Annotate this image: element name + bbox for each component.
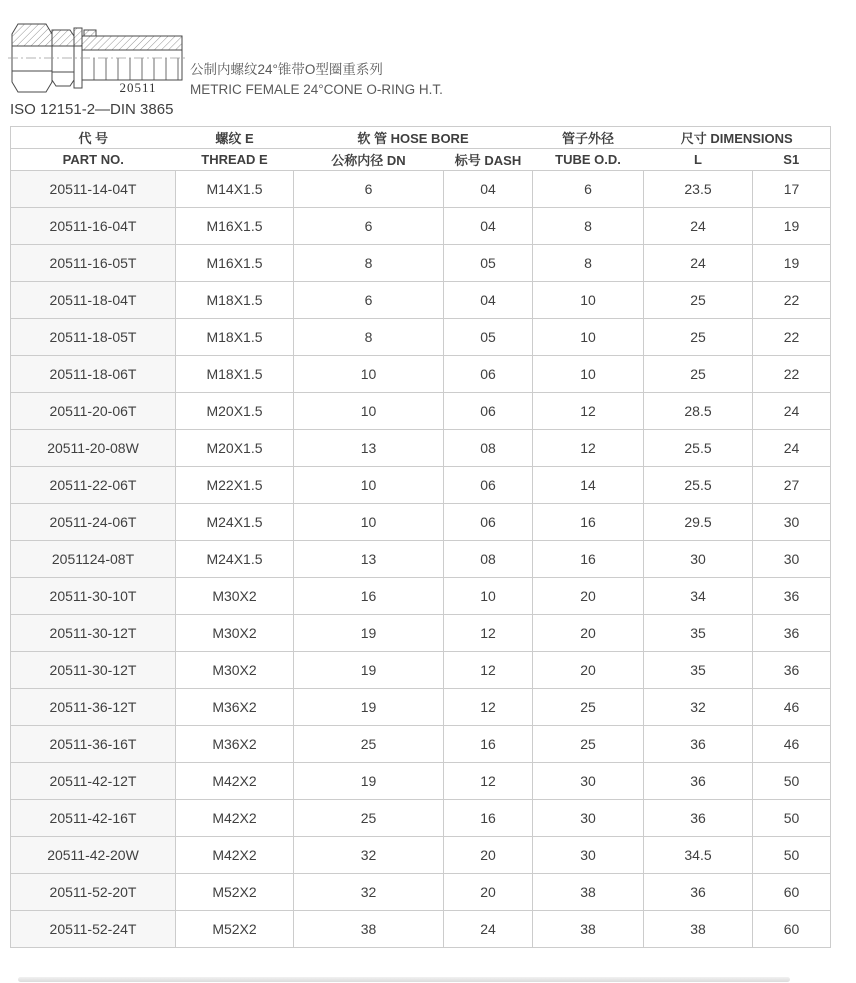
cell-dn: 19 xyxy=(294,615,444,652)
cell-dash: 12 xyxy=(444,689,533,726)
cell-dash: 06 xyxy=(444,467,533,504)
cell-dn: 6 xyxy=(294,208,444,245)
cell-part-no: 20511-14-04T xyxy=(11,171,176,208)
cell-s1: 22 xyxy=(753,282,831,319)
cell-part-no: 20511-22-06T xyxy=(11,467,176,504)
cell-l: 38 xyxy=(644,911,753,948)
table-row xyxy=(11,652,831,689)
cell-dn: 13 xyxy=(294,541,444,578)
cell-dash: 06 xyxy=(444,504,533,541)
cell-dn: 25 xyxy=(294,800,444,837)
cell-thread: M20X1.5 xyxy=(176,393,294,430)
cell-thread: M18X1.5 xyxy=(176,356,294,393)
header-l: L xyxy=(644,149,753,171)
cell-part-no: 20511-24-06T xyxy=(11,504,176,541)
cell-thread: M52X2 xyxy=(176,911,294,948)
spec-table xyxy=(10,126,831,948)
cell-s1: 30 xyxy=(753,541,831,578)
cell-l: 25 xyxy=(644,319,753,356)
cell-s1: 22 xyxy=(753,356,831,393)
header-thread: THREAD E xyxy=(176,149,294,171)
cell-dash: 08 xyxy=(444,541,533,578)
cell-dn: 8 xyxy=(294,319,444,356)
cell-dash: 06 xyxy=(444,356,533,393)
cell-tube-od: 8 xyxy=(533,245,644,282)
table-row xyxy=(11,467,831,504)
cell-l: 36 xyxy=(644,874,753,911)
cell-part-no: 20511-18-04T xyxy=(11,282,176,319)
cell-tube-od: 10 xyxy=(533,282,644,319)
cell-dn: 32 xyxy=(294,874,444,911)
cell-s1: 60 xyxy=(753,874,831,911)
table-row xyxy=(11,578,831,615)
cell-tube-od: 25 xyxy=(533,689,644,726)
cell-thread: M18X1.5 xyxy=(176,319,294,356)
cell-dash: 16 xyxy=(444,726,533,763)
header-part-no: PART NO. xyxy=(11,149,176,171)
cell-part-no: 20511-36-12T xyxy=(11,689,176,726)
cell-thread: M24X1.5 xyxy=(176,541,294,578)
cell-tube-od: 16 xyxy=(533,504,644,541)
cell-dn: 6 xyxy=(294,171,444,208)
cell-thread: M16X1.5 xyxy=(176,208,294,245)
cell-thread: M30X2 xyxy=(176,615,294,652)
cell-thread: M52X2 xyxy=(176,874,294,911)
cell-s1: 36 xyxy=(753,578,831,615)
cell-l: 36 xyxy=(644,726,753,763)
cell-thread: M16X1.5 xyxy=(176,245,294,282)
table-row xyxy=(11,319,831,356)
header-hose-bore: 软 管 HOSE BORE xyxy=(294,127,533,149)
header-thread-cn: 螺纹 E xyxy=(176,127,294,149)
cell-tube-od: 14 xyxy=(533,467,644,504)
table-row xyxy=(11,208,831,245)
cell-l: 25 xyxy=(644,282,753,319)
cell-l: 25 xyxy=(644,356,753,393)
cell-dn: 10 xyxy=(294,504,444,541)
cell-s1: 50 xyxy=(753,837,831,874)
cell-tube-od: 38 xyxy=(533,874,644,911)
cell-l: 34.5 xyxy=(644,837,753,874)
cell-dn: 8 xyxy=(294,245,444,282)
cell-l: 25.5 xyxy=(644,430,753,467)
spec-table-body xyxy=(11,171,831,948)
cell-dash: 05 xyxy=(444,319,533,356)
cell-dash: 04 xyxy=(444,208,533,245)
cell-part-no: 2051124-08T xyxy=(11,541,176,578)
cell-part-no: 20511-16-04T xyxy=(11,208,176,245)
cell-part-no: 20511-30-12T xyxy=(11,652,176,689)
cell-part-no: 20511-52-24T xyxy=(11,911,176,948)
cell-l: 32 xyxy=(644,689,753,726)
cell-dash: 04 xyxy=(444,171,533,208)
cell-s1: 30 xyxy=(753,504,831,541)
cell-thread: M42X2 xyxy=(176,837,294,874)
page-header xyxy=(0,0,856,126)
cell-tube-od: 10 xyxy=(533,319,644,356)
table-row xyxy=(11,615,831,652)
standard-spec: ISO 12151-2—DIN 3865 xyxy=(10,101,174,118)
cell-part-no: 20511-18-05T xyxy=(11,319,176,356)
cell-dn: 19 xyxy=(294,652,444,689)
cell-s1: 24 xyxy=(753,430,831,467)
cell-l: 23.5 xyxy=(644,171,753,208)
cell-tube-od: 20 xyxy=(533,652,644,689)
cell-l: 36 xyxy=(644,800,753,837)
cell-dash: 20 xyxy=(444,874,533,911)
cell-dn: 19 xyxy=(294,689,444,726)
cell-dn: 38 xyxy=(294,911,444,948)
spec-table-header xyxy=(11,127,831,171)
cell-tube-od: 38 xyxy=(533,911,644,948)
cell-tube-od: 30 xyxy=(533,763,644,800)
table-row xyxy=(11,356,831,393)
cell-dn: 16 xyxy=(294,578,444,615)
table-row xyxy=(11,800,831,837)
cell-l: 35 xyxy=(644,615,753,652)
cell-l: 30 xyxy=(644,541,753,578)
cell-dash: 24 xyxy=(444,911,533,948)
cell-part-no: 20511-42-12T xyxy=(11,763,176,800)
cell-dash: 16 xyxy=(444,800,533,837)
cell-s1: 46 xyxy=(753,689,831,726)
cell-l: 34 xyxy=(644,578,753,615)
table-row xyxy=(11,837,831,874)
cell-tube-od: 30 xyxy=(533,837,644,874)
cell-dn: 19 xyxy=(294,763,444,800)
cell-dash: 20 xyxy=(444,837,533,874)
cell-s1: 24 xyxy=(753,393,831,430)
cell-l: 36 xyxy=(644,763,753,800)
cell-part-no: 20511-52-20T xyxy=(11,874,176,911)
table-row xyxy=(11,763,831,800)
cell-dash: 08 xyxy=(444,430,533,467)
cell-s1: 50 xyxy=(753,800,831,837)
cell-part-no: 20511-20-08W xyxy=(11,430,176,467)
table-row xyxy=(11,504,831,541)
header-dn: 公称内径 DN xyxy=(294,149,444,171)
header-tube-od-cn: 管子外径 xyxy=(533,127,644,149)
cell-tube-od: 6 xyxy=(533,171,644,208)
cell-part-no: 20511-16-05T xyxy=(11,245,176,282)
cell-dn: 6 xyxy=(294,282,444,319)
table-row xyxy=(11,874,831,911)
cell-s1: 36 xyxy=(753,615,831,652)
cell-dash: 05 xyxy=(444,245,533,282)
cell-thread: M36X2 xyxy=(176,689,294,726)
cell-thread: M42X2 xyxy=(176,763,294,800)
cell-part-no: 20511-42-16T xyxy=(11,800,176,837)
cell-dn: 25 xyxy=(294,726,444,763)
cell-dn: 32 xyxy=(294,837,444,874)
header-tube-od: TUBE O.D. xyxy=(533,149,644,171)
cell-thread: M42X2 xyxy=(176,800,294,837)
cell-thread: M30X2 xyxy=(176,578,294,615)
table-row xyxy=(11,171,831,208)
cell-dash: 12 xyxy=(444,763,533,800)
cell-s1: 17 xyxy=(753,171,831,208)
drawing-model-label: 20511 xyxy=(119,80,157,95)
table-row xyxy=(11,911,831,948)
cell-part-no: 20511-42-20W xyxy=(11,837,176,874)
cell-thread: M20X1.5 xyxy=(176,430,294,467)
cell-l: 24 xyxy=(644,245,753,282)
cell-tube-od: 10 xyxy=(533,356,644,393)
cell-l: 25.5 xyxy=(644,467,753,504)
cell-tube-od: 30 xyxy=(533,800,644,837)
cell-tube-od: 8 xyxy=(533,208,644,245)
cell-dn: 10 xyxy=(294,467,444,504)
cell-tube-od: 12 xyxy=(533,393,644,430)
cell-dash: 04 xyxy=(444,282,533,319)
next-item-top-edge xyxy=(18,977,790,982)
table-row xyxy=(11,393,831,430)
cell-l: 24 xyxy=(644,208,753,245)
cell-thread: M14X1.5 xyxy=(176,171,294,208)
cell-s1: 50 xyxy=(753,763,831,800)
table-row xyxy=(11,245,831,282)
cell-s1: 36 xyxy=(753,652,831,689)
header-dash: 标号 DASH xyxy=(444,149,533,171)
header-dimensions: 尺寸 DIMENSIONS xyxy=(644,127,831,149)
cell-thread: M24X1.5 xyxy=(176,504,294,541)
cell-tube-od: 12 xyxy=(533,430,644,467)
header-s1: S1 xyxy=(753,149,831,171)
cell-dash: 12 xyxy=(444,652,533,689)
cell-dash: 12 xyxy=(444,615,533,652)
cell-tube-od: 25 xyxy=(533,726,644,763)
cell-part-no: 20511-30-12T xyxy=(11,615,176,652)
table-row xyxy=(11,282,831,319)
table-row xyxy=(11,689,831,726)
product-title-en: METRIC FEMALE 24°CONE O-RING H.T. xyxy=(190,82,443,97)
table-row xyxy=(11,726,831,763)
product-titles xyxy=(190,60,443,100)
header-part-no-cn: 代 号 xyxy=(11,127,176,149)
cell-thread: M36X2 xyxy=(176,726,294,763)
cell-l: 35 xyxy=(644,652,753,689)
cell-s1: 60 xyxy=(753,911,831,948)
cell-s1: 46 xyxy=(753,726,831,763)
product-title-cn: 公制内螺纹24°锥带O型圈重系列 xyxy=(190,62,383,77)
cell-thread: M30X2 xyxy=(176,652,294,689)
cell-s1: 19 xyxy=(753,208,831,245)
cell-tube-od: 16 xyxy=(533,541,644,578)
cell-dash: 10 xyxy=(444,578,533,615)
fitting-technical-drawing xyxy=(8,12,193,104)
cell-thread: M18X1.5 xyxy=(176,282,294,319)
cell-s1: 19 xyxy=(753,245,831,282)
cell-dn: 13 xyxy=(294,430,444,467)
cell-part-no: 20511-36-16T xyxy=(11,726,176,763)
cell-thread: M22X1.5 xyxy=(176,467,294,504)
cell-part-no: 20511-20-06T xyxy=(11,393,176,430)
table-row xyxy=(11,541,831,578)
cell-s1: 22 xyxy=(753,319,831,356)
cell-dn: 10 xyxy=(294,356,444,393)
cell-tube-od: 20 xyxy=(533,578,644,615)
cell-l: 28.5 xyxy=(644,393,753,430)
cell-dash: 06 xyxy=(444,393,533,430)
cell-l: 29.5 xyxy=(644,504,753,541)
cell-dn: 10 xyxy=(294,393,444,430)
cell-part-no: 20511-30-10T xyxy=(11,578,176,615)
table-row xyxy=(11,430,831,467)
cell-tube-od: 20 xyxy=(533,615,644,652)
cell-part-no: 20511-18-06T xyxy=(11,356,176,393)
cell-s1: 27 xyxy=(753,467,831,504)
